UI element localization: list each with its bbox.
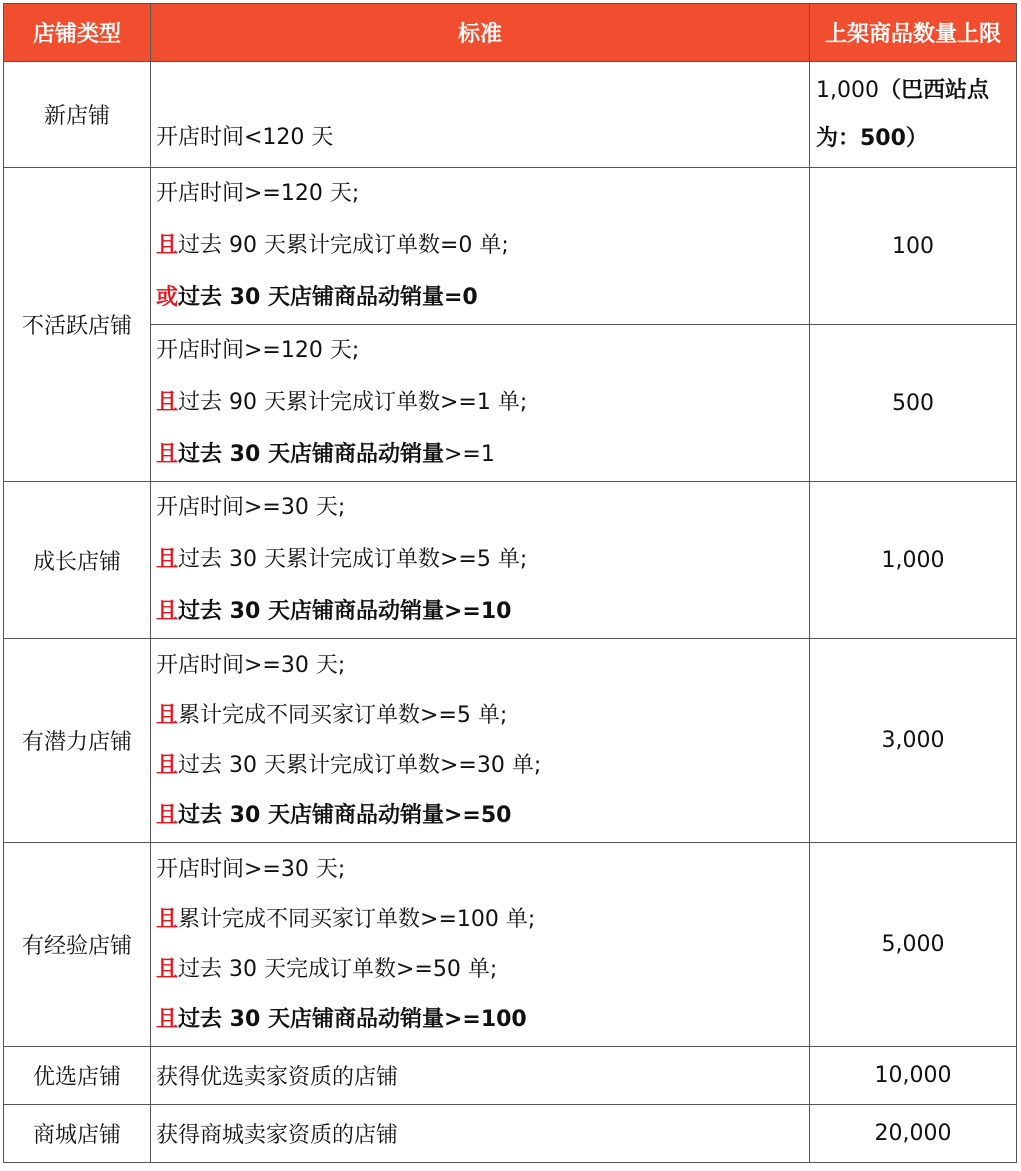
keyword-and: 且 [156, 752, 179, 778]
table-row [4, 482, 1017, 639]
criteria-line [156, 534, 809, 586]
criteria-line [156, 691, 809, 741]
criteria-text: 过去 30 天完成订单数>=50 单; [178, 956, 498, 982]
limit-cell: 20,000 [810, 1105, 1017, 1163]
criteria-cell [151, 62, 810, 168]
criteria-text: 过去 30 天累计完成订单数>=30 单; [178, 752, 542, 778]
store-type-cell: 新店铺 [4, 62, 151, 168]
criteria-text: 过去 30 天店铺商品动销量>=10 [178, 599, 512, 624]
criteria-line: 开店时间>=120 天; [156, 181, 360, 206]
criteria-line: 开店时间>=30 天; [156, 495, 346, 520]
limit-note: （巴西站点 [878, 77, 989, 103]
store-type-cell: 优选店铺 [4, 1047, 151, 1105]
criteria-line: 开店时间>=30 天; [156, 652, 346, 678]
criteria-cell: 获得优选卖家资质的店铺 [151, 1047, 810, 1105]
limit-cell: 100 [810, 168, 1017, 325]
criteria-line [156, 429, 809, 481]
criteria-line [156, 272, 809, 324]
keyword-and: 且 [156, 1006, 179, 1032]
page [3, 3, 1017, 1163]
keyword-and: 且 [156, 547, 179, 572]
criteria-text: 过去 30 天店铺商品动销量=0 [178, 285, 478, 310]
limit-cell [810, 62, 1017, 168]
table-row [4, 1047, 1017, 1105]
limit-cell: 5,000 [810, 843, 1017, 1047]
header-store-type: 店铺类型 [4, 4, 151, 62]
table-row [4, 843, 1017, 1047]
criteria-text: 过去 30 天店铺商品动销量 [178, 442, 444, 467]
criteria-line [156, 220, 809, 272]
criteria-text: 过去 90 天累计完成订单数>=1 单; [178, 390, 528, 415]
keyword-or: 或 [156, 285, 179, 310]
limit-value: 1,000 [816, 77, 879, 103]
table-row [4, 325, 1017, 482]
criteria-text: 过去 30 天店铺商品动销量>=100 [178, 1006, 527, 1032]
limit-line-1 [816, 67, 1016, 115]
criteria-cell [151, 639, 810, 843]
keyword-and: 且 [156, 702, 179, 728]
criteria-cell [151, 482, 810, 639]
store-limit-table [3, 3, 1017, 1163]
table-row [4, 168, 1017, 325]
criteria-text: 累计完成不同买家订单数>=100 单; [178, 906, 536, 932]
criteria-text: 累计完成不同买家订单数>=5 单; [178, 702, 508, 728]
limit-line-2: 为：500） [816, 125, 928, 151]
header-listing-limit: 上架商品数量上限 [810, 4, 1017, 62]
limit-cell: 3,000 [810, 639, 1017, 843]
criteria-line [156, 995, 809, 1045]
criteria-line: 开店时间>=120 天; [156, 338, 360, 363]
keyword-and: 且 [156, 906, 179, 932]
criteria-text: 过去 90 天累计完成订单数=0 单; [178, 233, 509, 258]
criteria-line [156, 791, 809, 841]
header-criteria: 标准 [151, 4, 810, 62]
criteria-line [156, 895, 809, 945]
keyword-and: 且 [156, 956, 179, 982]
criteria-line: 开店时间>=30 天; [156, 856, 346, 882]
criteria-line [156, 741, 809, 791]
table-row [4, 62, 1017, 168]
criteria-line [156, 945, 809, 995]
criteria-text: 过去 30 天店铺商品动销量>=50 [178, 802, 512, 828]
criteria-cell [151, 325, 810, 482]
criteria-text: 过去 30 天累计完成订单数>=5 单; [178, 547, 528, 572]
keyword-and: 且 [156, 802, 179, 828]
criteria-line: 开店时间<120 天 [156, 125, 334, 150]
limit-cell: 1,000 [810, 482, 1017, 639]
store-type-cell: 商城店铺 [4, 1105, 151, 1163]
criteria-cell [151, 168, 810, 325]
store-type-cell: 有经验店铺 [4, 843, 151, 1047]
keyword-and: 且 [156, 390, 179, 415]
criteria-text-tail: >=1 [443, 442, 495, 467]
keyword-and: 且 [156, 442, 179, 467]
criteria-line [156, 586, 809, 638]
criteria-cell: 获得商城卖家资质的店铺 [151, 1105, 810, 1163]
header-row [4, 4, 1017, 62]
table-row [4, 1105, 1017, 1163]
keyword-and: 且 [156, 233, 179, 258]
table-row [4, 639, 1017, 843]
store-type-cell: 成长店铺 [4, 482, 151, 639]
criteria-cell [151, 843, 810, 1047]
criteria-line [156, 377, 809, 429]
limit-cell: 10,000 [810, 1047, 1017, 1105]
keyword-and: 且 [156, 599, 179, 624]
limit-cell: 500 [810, 325, 1017, 482]
store-type-cell: 不活跃店铺 [4, 168, 151, 482]
store-type-cell: 有潜力店铺 [4, 639, 151, 843]
